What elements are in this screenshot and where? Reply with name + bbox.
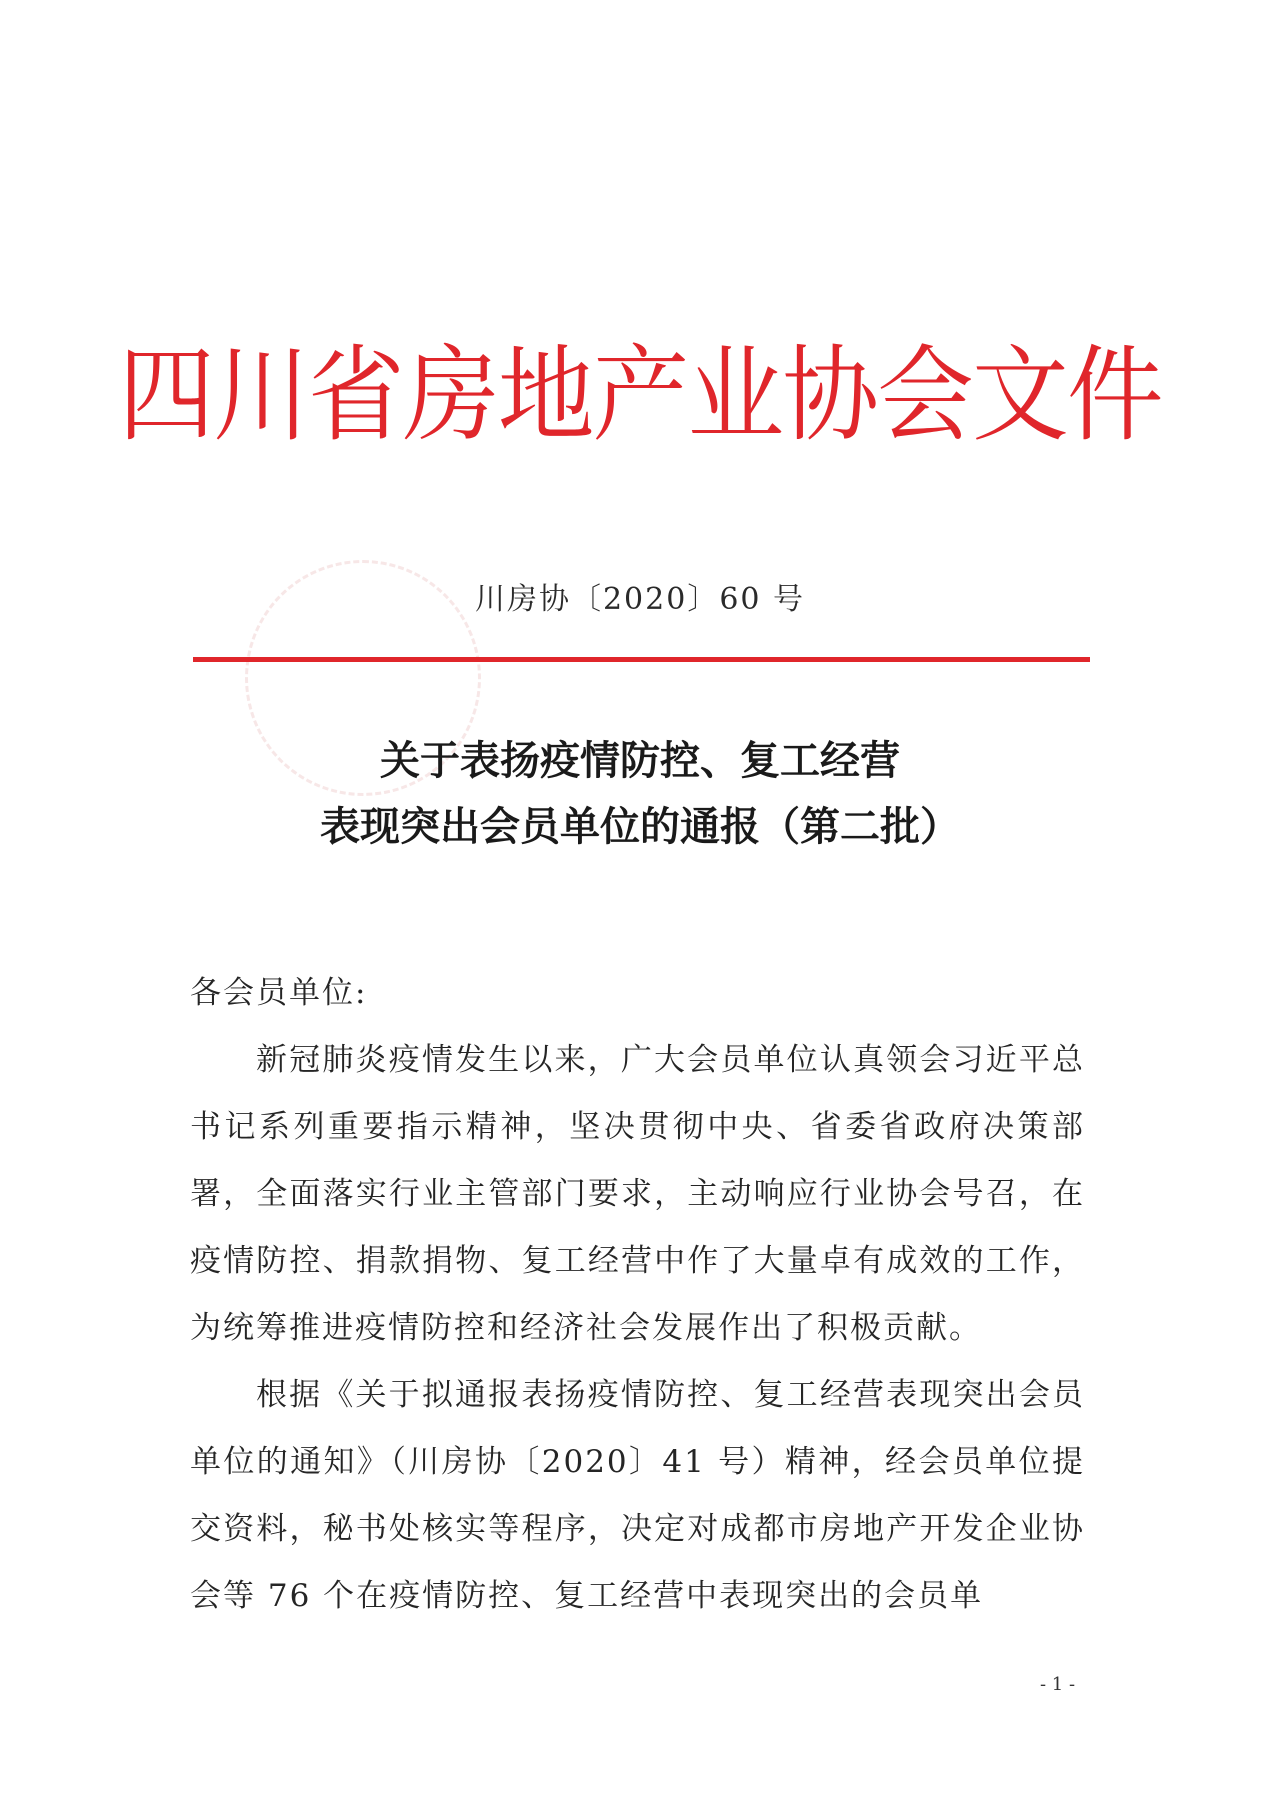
red-divider-line [193, 657, 1090, 662]
salutation: 各会员单位: [190, 975, 368, 1011]
notice-title-line-2: 表现突出会员单位的通报（第二批） [320, 804, 960, 850]
page-number: - 1 - [1040, 1674, 1076, 1695]
document-number: 川房协〔2020〕60 号 [474, 582, 806, 617]
notice-title [0, 728, 1280, 860]
paragraph-1: 新冠肺炎疫情发生以来，广大会员单位认真领会习近平总书记系列重要指示精神，坚决贯彻中央、省委省政府决策部署，全面落实行业主管部门要求，主动响应行业协会号召，在疫情防控、捐款捐物、复工经营中作了大量卓有成效的工作，为统筹推进疫情防控和经济社会发展作出了积极贡献。 [190, 1042, 1085, 1346]
notice-title-line-1: 关于表扬疫情防控、复工经营 [380, 738, 900, 784]
paragraph-2: 根据《关于拟通报表扬疫情防控、复工经营表现突出会员单位的通知》（川房协〔2020〕41 号）精神，经会员单位提交资料，秘书处核实等程序，决定对成都市房地产开发企业协会等 76 个在疫情防控、复工经营中表现突出的会员单 [190, 1377, 1085, 1614]
organization-header-title: 四川省房地产业协会文件 [118, 334, 1162, 456]
body-text [190, 960, 1085, 1630]
